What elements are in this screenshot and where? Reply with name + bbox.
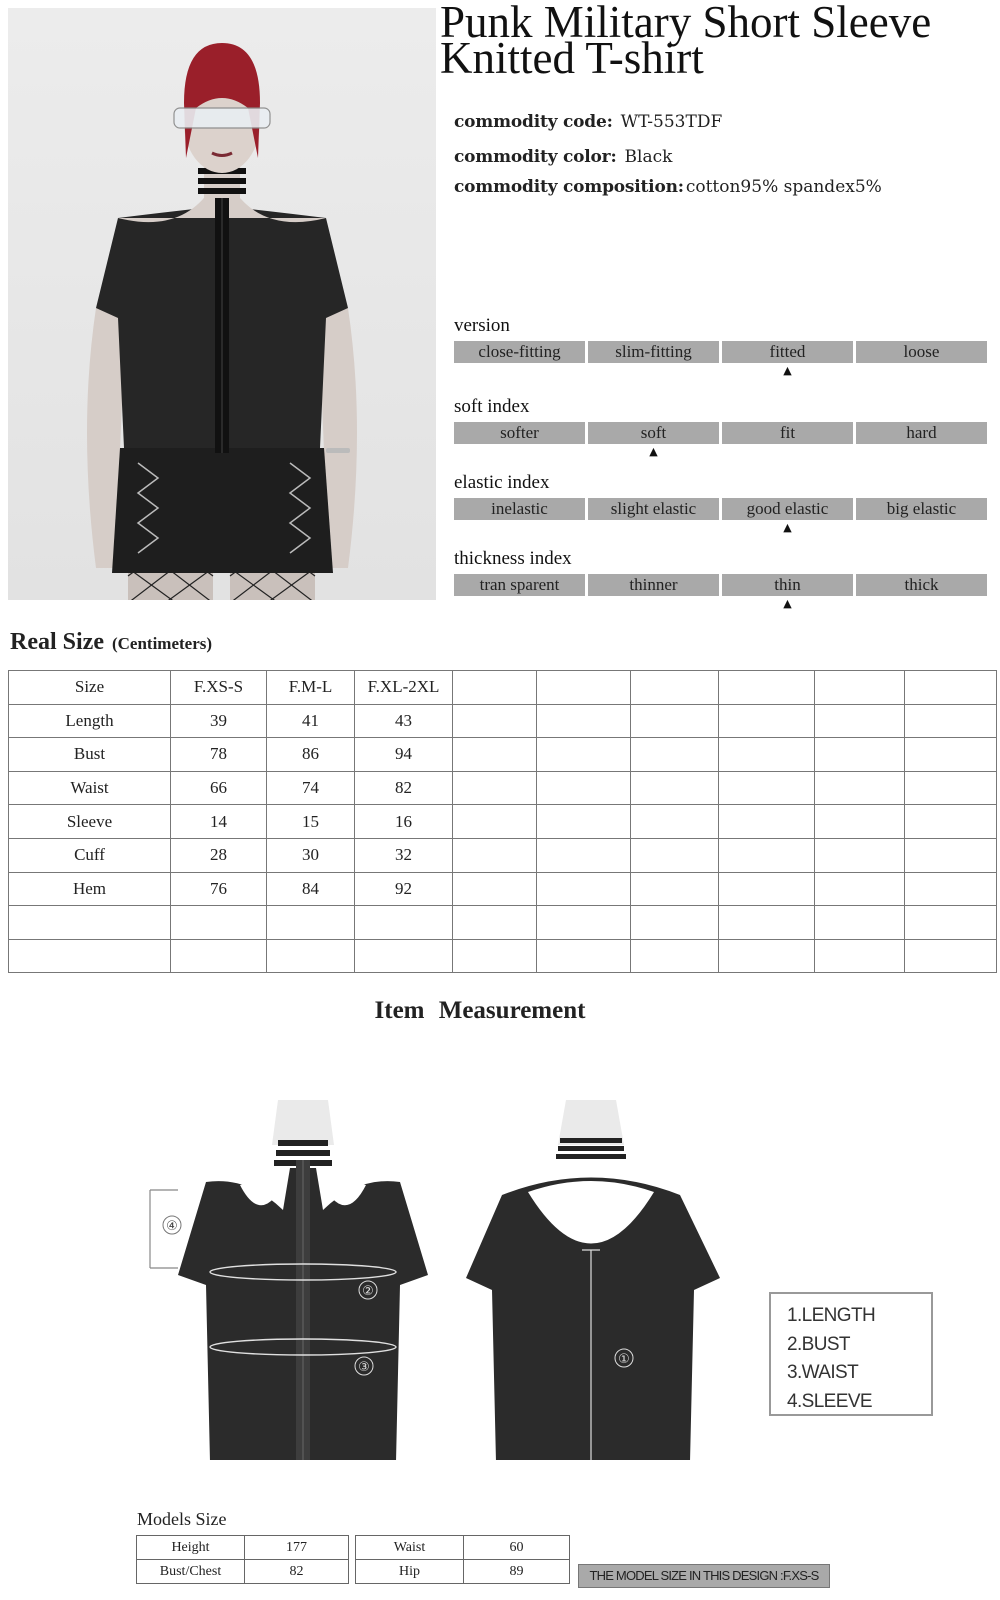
table-cell: 74 [267, 771, 355, 805]
thickness-index-title: thickness index [454, 548, 572, 569]
table-empty-row [9, 906, 997, 940]
commodity-code-value: WT-553TDF [620, 112, 723, 132]
table-empty-cell [537, 704, 631, 738]
version-bar [454, 341, 987, 363]
product-title-line1: Punk Military Short Sleeve [440, 0, 932, 47]
table-header-cell: F.M-L [267, 671, 355, 705]
models-size-table-right [355, 1535, 570, 1584]
table-empty-cell [905, 838, 997, 872]
models-size-table-left [136, 1535, 349, 1584]
table-cell: 43 [355, 704, 453, 738]
product-photo [8, 8, 436, 600]
table-empty-cell [9, 939, 171, 973]
table-empty-cell [537, 805, 631, 839]
table-cell: 66 [171, 771, 267, 805]
thickness-index-marker: ▲ [783, 597, 792, 610]
marker-sleeve-text: ④ [166, 1219, 178, 1234]
marker-waist-text: ③ [358, 1360, 370, 1375]
model-height-label: Height [137, 1536, 245, 1560]
elastic-index-title: elastic index [454, 472, 550, 493]
table-empty-cell [815, 872, 905, 906]
table-empty-cell [815, 838, 905, 872]
table-empty-cell [453, 872, 537, 906]
table-row [9, 704, 997, 738]
table-cell: Hem [9, 872, 171, 906]
table-row [9, 872, 997, 906]
table-cell: 78 [171, 738, 267, 772]
elastic-index-option: slight elastic [588, 498, 719, 520]
table-empty-cell [453, 838, 537, 872]
table-empty-cell [719, 939, 815, 973]
table-row [137, 1560, 349, 1584]
table-row [9, 738, 997, 772]
table-empty-cell [453, 738, 537, 772]
model-bust-label: Bust/Chest [137, 1560, 245, 1584]
table-empty-cell [631, 805, 719, 839]
model-waist-value: 60 [464, 1536, 570, 1560]
version-option: fitted [722, 341, 853, 363]
table-empty-cell [537, 838, 631, 872]
table-empty-cell [267, 906, 355, 940]
table-empty-cell [631, 939, 719, 973]
legend-item: 1.LENGTH [787, 1305, 876, 1326]
legend-item: 3.WAIST [787, 1362, 859, 1383]
commodity-composition-value: cotton95% spandex5% [685, 177, 882, 197]
real-size-unit: (Centimeters) [111, 634, 213, 653]
table-empty-cell [905, 906, 997, 940]
table-empty-cell [537, 872, 631, 906]
table-empty-cell [719, 671, 815, 705]
elastic-index-marker: ▲ [783, 521, 792, 534]
table-cell: 28 [171, 838, 267, 872]
table-empty-cell [631, 872, 719, 906]
table-empty-cell [631, 671, 719, 705]
table-empty-cell [631, 738, 719, 772]
commodity-color-row [454, 147, 672, 167]
soft-index-option: fit [722, 422, 853, 444]
thickness-index-option: thinner [588, 574, 719, 596]
model-bust-value: 82 [245, 1560, 349, 1584]
table-cell: 76 [171, 872, 267, 906]
elastic-index-option: inelastic [454, 498, 585, 520]
table-cell: Sleeve [9, 805, 171, 839]
table-empty-cell [453, 704, 537, 738]
garment-back-diagram [458, 1100, 728, 1460]
table-cell: Waist [9, 771, 171, 805]
version-title: version [454, 315, 510, 336]
product-title [440, 0, 990, 83]
table-empty-cell [719, 906, 815, 940]
table-empty-cell [719, 838, 815, 872]
commodity-composition-label: commodity composition: [454, 177, 684, 197]
model-size-note: THE MODEL SIZE IN THIS DESIGN :F.XS-S [578, 1564, 830, 1588]
table-empty-cell [453, 805, 537, 839]
thickness-index-option: tran sparent [454, 574, 585, 596]
table-cell: 94 [355, 738, 453, 772]
table-empty-cell [355, 939, 453, 973]
table-header-cell: F.XL-2XL [355, 671, 453, 705]
table-cell: 92 [355, 872, 453, 906]
model-height-value: 177 [245, 1536, 349, 1560]
table-empty-cell [815, 771, 905, 805]
table-empty-cell [815, 738, 905, 772]
soft-index-option: hard [856, 422, 987, 444]
models-size-title: Models Size [137, 1509, 227, 1529]
garment-front-diagram [148, 1100, 438, 1460]
table-empty-cell [905, 805, 997, 839]
soft-index-title: soft index [454, 396, 530, 417]
table-row [356, 1560, 570, 1584]
table-empty-cell [631, 704, 719, 738]
table-empty-cell [719, 872, 815, 906]
table-row [137, 1536, 349, 1560]
table-cell: 39 [171, 704, 267, 738]
table-empty-row [9, 939, 997, 973]
soft-index-marker: ▲ [649, 445, 658, 458]
table-cell: 15 [267, 805, 355, 839]
table-empty-cell [631, 838, 719, 872]
table-cell: 86 [267, 738, 355, 772]
table-header-cell: F.XS-S [171, 671, 267, 705]
table-empty-cell [537, 939, 631, 973]
elastic-index-option: big elastic [856, 498, 987, 520]
real-size-heading: Real Size [10, 629, 104, 655]
table-cell: 41 [267, 704, 355, 738]
commodity-color-value: Black [624, 147, 673, 167]
table-empty-cell [815, 939, 905, 973]
table-empty-cell [905, 939, 997, 973]
soft-index-bar [454, 422, 987, 444]
model-waist-label: Waist [356, 1536, 464, 1560]
item-measurement-title: Item Measurement [374, 997, 586, 1024]
thickness-index-bar [454, 574, 987, 596]
model-hip-value: 89 [464, 1560, 570, 1584]
table-empty-cell [815, 805, 905, 839]
table-empty-cell [631, 771, 719, 805]
table-empty-cell [537, 671, 631, 705]
table-empty-cell [453, 939, 537, 973]
table-cell: Bust [9, 738, 171, 772]
table-empty-cell [537, 738, 631, 772]
table-empty-cell [905, 738, 997, 772]
table-empty-cell [267, 939, 355, 973]
table-empty-cell [719, 805, 815, 839]
table-empty-cell [537, 906, 631, 940]
version-option: loose [856, 341, 987, 363]
table-empty-cell [719, 771, 815, 805]
table-empty-cell [719, 738, 815, 772]
soft-index-option: soft [588, 422, 719, 444]
version-marker: ▲ [783, 364, 792, 377]
commodity-code-row [454, 112, 722, 132]
table-cell: 30 [267, 838, 355, 872]
commodity-code-label: commodity code: [454, 112, 613, 132]
table-header-cell: Size [9, 671, 171, 705]
table-empty-cell [905, 704, 997, 738]
table-cell: 84 [267, 872, 355, 906]
table-empty-cell [815, 906, 905, 940]
table-cell: 82 [355, 771, 453, 805]
table-empty-cell [631, 906, 719, 940]
table-empty-cell [905, 872, 997, 906]
table-empty-cell [537, 771, 631, 805]
version-option: slim-fitting [588, 341, 719, 363]
table-cell: 14 [171, 805, 267, 839]
thickness-index-option: thick [856, 574, 987, 596]
product-title-line2: Knitted T-shirt [440, 33, 704, 83]
marker-length-text: ① [618, 1352, 630, 1367]
elastic-index-option: good elastic [722, 498, 853, 520]
legend-item: 4.SLEEVE [787, 1390, 872, 1412]
table-row [9, 805, 997, 839]
commodity-composition-row [454, 177, 882, 197]
table-empty-cell [171, 906, 267, 940]
table-empty-cell [9, 906, 171, 940]
version-option: close-fitting [454, 341, 585, 363]
table-empty-cell [453, 906, 537, 940]
table-header-row [9, 671, 997, 705]
elastic-index-bar [454, 498, 987, 520]
table-empty-cell [355, 906, 453, 940]
table-empty-cell [815, 704, 905, 738]
table-empty-cell [815, 671, 905, 705]
marker-bust-text: ② [362, 1284, 374, 1299]
table-cell: Length [9, 704, 171, 738]
table-empty-cell [719, 704, 815, 738]
soft-index-option: softer [454, 422, 585, 444]
thickness-index-option: thin [722, 574, 853, 596]
table-row [356, 1536, 570, 1560]
table-empty-cell [171, 939, 267, 973]
table-cell: Cuff [9, 838, 171, 872]
table-empty-cell [905, 771, 997, 805]
table-empty-cell [453, 671, 537, 705]
table-empty-cell [905, 671, 997, 705]
table-cell: 32 [355, 838, 453, 872]
model-hip-label: Hip [356, 1560, 464, 1584]
real-size-title [10, 629, 212, 656]
table-cell: 16 [355, 805, 453, 839]
table-row [9, 771, 997, 805]
table-row [9, 838, 997, 872]
table-empty-cell [453, 771, 537, 805]
measurement-legend [769, 1292, 933, 1416]
commodity-color-label: commodity color: [454, 147, 617, 167]
legend-item: 2.BUST [787, 1333, 850, 1355]
real-size-table [8, 670, 997, 973]
